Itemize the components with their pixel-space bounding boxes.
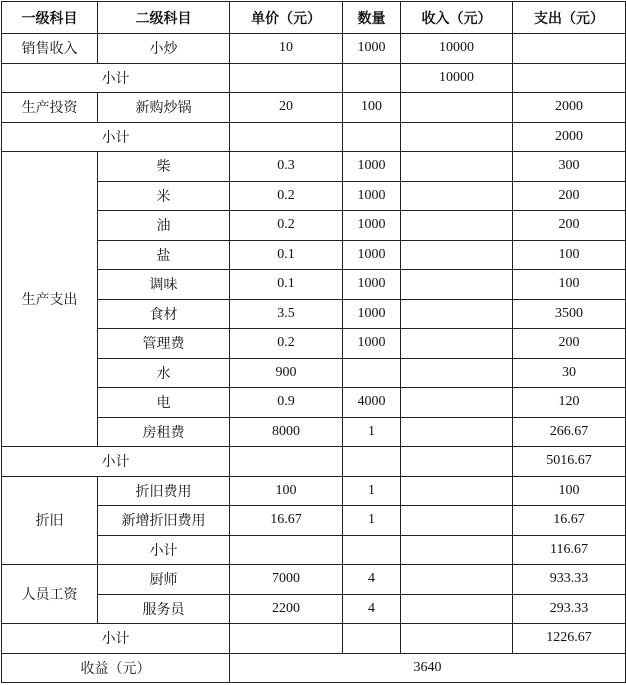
income bbox=[401, 211, 513, 241]
subtotal-expense: 1226.67 bbox=[513, 624, 626, 654]
table-row bbox=[2, 152, 626, 182]
unit-price: 2200 bbox=[230, 594, 343, 624]
quantity: 1000 bbox=[343, 270, 401, 300]
unit-price: 20 bbox=[230, 93, 343, 123]
unit-price: 0.2 bbox=[230, 211, 343, 241]
header-row bbox=[2, 2, 626, 34]
subtotal-label: 小计 bbox=[2, 63, 230, 93]
unit-price: 8000 bbox=[230, 417, 343, 447]
table-row bbox=[2, 565, 626, 595]
income bbox=[401, 329, 513, 359]
item-name: 油 bbox=[98, 211, 230, 241]
unit-price: 7000 bbox=[230, 565, 343, 595]
unit-price bbox=[230, 535, 343, 565]
expense: 293.33 bbox=[513, 594, 626, 624]
expense: 200 bbox=[513, 181, 626, 211]
expense: 16.67 bbox=[513, 506, 626, 536]
expense: 2000 bbox=[513, 93, 626, 123]
profit-table bbox=[1, 1, 626, 683]
subtotal-income bbox=[401, 122, 513, 152]
subtotal-row bbox=[2, 447, 626, 477]
income bbox=[401, 152, 513, 182]
income bbox=[401, 358, 513, 388]
income bbox=[401, 594, 513, 624]
table-row bbox=[2, 93, 626, 123]
subtotal-expense: 2000 bbox=[513, 122, 626, 152]
empty-cell bbox=[343, 63, 401, 93]
subtotal-label: 小计 bbox=[2, 447, 230, 477]
item-name: 米 bbox=[98, 181, 230, 211]
unit-price: 0.1 bbox=[230, 240, 343, 270]
subtotal-label: 小计 bbox=[2, 624, 230, 654]
item-name: 盐 bbox=[98, 240, 230, 270]
item-name: 食材 bbox=[98, 299, 230, 329]
unit-price: 900 bbox=[230, 358, 343, 388]
subtotal-row bbox=[2, 122, 626, 152]
income bbox=[401, 93, 513, 123]
subtotal-row bbox=[2, 624, 626, 654]
income bbox=[401, 476, 513, 506]
profit-label: 收益（元） bbox=[2, 653, 230, 683]
quantity: 1000 bbox=[343, 299, 401, 329]
expense: 266.67 bbox=[513, 417, 626, 447]
expense: 933.33 bbox=[513, 565, 626, 595]
header-price: 单价（元） bbox=[230, 2, 343, 34]
item-name: 服务员 bbox=[98, 594, 230, 624]
subtotal-income bbox=[401, 624, 513, 654]
item-name: 折旧费用 bbox=[98, 476, 230, 506]
subtotal-label: 小计 bbox=[98, 535, 230, 565]
expense: 200 bbox=[513, 329, 626, 359]
subtotal-expense: 5016.67 bbox=[513, 447, 626, 477]
table-body bbox=[2, 2, 626, 683]
category-sales: 销售收入 bbox=[2, 34, 98, 64]
quantity: 1000 bbox=[343, 329, 401, 359]
expense: 3500 bbox=[513, 299, 626, 329]
item-name: 小炒 bbox=[98, 34, 230, 64]
header-level2: 二级科目 bbox=[98, 2, 230, 34]
quantity: 1000 bbox=[343, 34, 401, 64]
income bbox=[401, 240, 513, 270]
empty-cell bbox=[230, 122, 343, 152]
subtotal-income bbox=[401, 447, 513, 477]
empty-cell bbox=[230, 624, 343, 654]
table-row bbox=[2, 476, 626, 506]
unit-price: 0.2 bbox=[230, 329, 343, 359]
unit-price: 0.2 bbox=[230, 181, 343, 211]
category-staff: 人员工资 bbox=[2, 565, 98, 624]
header-expense: 支出（元） bbox=[513, 2, 626, 34]
item-name: 柴 bbox=[98, 152, 230, 182]
expense: 100 bbox=[513, 240, 626, 270]
unit-price: 0.1 bbox=[230, 270, 343, 300]
category-depreciation: 折旧 bbox=[2, 476, 98, 565]
unit-price: 0.3 bbox=[230, 152, 343, 182]
header-income: 收入（元） bbox=[401, 2, 513, 34]
item-name: 房租费 bbox=[98, 417, 230, 447]
quantity: 1000 bbox=[343, 152, 401, 182]
unit-price: 10 bbox=[230, 34, 343, 64]
quantity bbox=[343, 358, 401, 388]
unit-price: 100 bbox=[230, 476, 343, 506]
quantity: 1000 bbox=[343, 240, 401, 270]
expense: 30 bbox=[513, 358, 626, 388]
category-investment: 生产投资 bbox=[2, 93, 98, 123]
quantity: 1 bbox=[343, 506, 401, 536]
subtotal-label: 小计 bbox=[2, 122, 230, 152]
expense: 100 bbox=[513, 476, 626, 506]
quantity: 1000 bbox=[343, 181, 401, 211]
quantity bbox=[343, 535, 401, 565]
quantity: 1 bbox=[343, 476, 401, 506]
income bbox=[401, 299, 513, 329]
category-production: 生产支出 bbox=[2, 152, 98, 447]
item-name: 新购炒锅 bbox=[98, 93, 230, 123]
quantity: 1000 bbox=[343, 211, 401, 241]
profit-row bbox=[2, 653, 626, 683]
income bbox=[401, 181, 513, 211]
expense: 200 bbox=[513, 211, 626, 241]
income bbox=[401, 417, 513, 447]
expense: 100 bbox=[513, 270, 626, 300]
header-qty: 数量 bbox=[343, 2, 401, 34]
quantity: 1 bbox=[343, 417, 401, 447]
item-name: 新增折旧费用 bbox=[98, 506, 230, 536]
income bbox=[401, 270, 513, 300]
unit-price: 16.67 bbox=[230, 506, 343, 536]
subtotal-income: 10000 bbox=[401, 63, 513, 93]
subtotal-row bbox=[2, 63, 626, 93]
empty-cell bbox=[343, 624, 401, 654]
item-name: 厨师 bbox=[98, 565, 230, 595]
quantity: 4000 bbox=[343, 388, 401, 418]
subtotal-expense: 116.67 bbox=[513, 535, 626, 565]
income bbox=[401, 506, 513, 536]
item-name: 电 bbox=[98, 388, 230, 418]
header-level1: 一级科目 bbox=[2, 2, 98, 34]
item-name: 管理费 bbox=[98, 329, 230, 359]
income bbox=[401, 565, 513, 595]
item-name: 调味 bbox=[98, 270, 230, 300]
income: 10000 bbox=[401, 34, 513, 64]
quantity: 4 bbox=[343, 565, 401, 595]
empty-cell bbox=[343, 122, 401, 152]
income bbox=[401, 388, 513, 418]
table-row bbox=[2, 34, 626, 64]
item-name: 水 bbox=[98, 358, 230, 388]
empty-cell bbox=[343, 447, 401, 477]
quantity: 100 bbox=[343, 93, 401, 123]
empty-cell bbox=[230, 447, 343, 477]
quantity: 4 bbox=[343, 594, 401, 624]
expense: 300 bbox=[513, 152, 626, 182]
empty-cell bbox=[230, 63, 343, 93]
subtotal-income bbox=[401, 535, 513, 565]
expense bbox=[513, 34, 626, 64]
unit-price: 0.9 bbox=[230, 388, 343, 418]
subtotal-expense bbox=[513, 63, 626, 93]
unit-price: 3.5 bbox=[230, 299, 343, 329]
expense: 120 bbox=[513, 388, 626, 418]
profit-value: 3640 bbox=[230, 653, 626, 683]
